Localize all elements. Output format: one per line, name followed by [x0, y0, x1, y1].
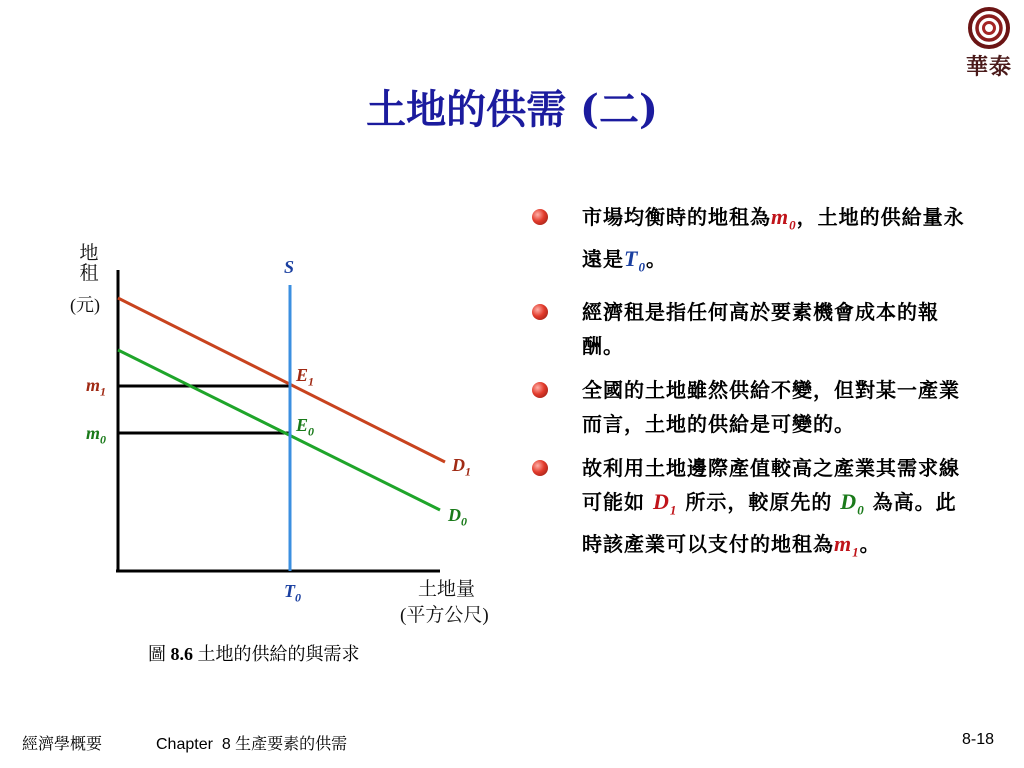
figure-caption [148, 640, 360, 666]
m1-sub: 1 [100, 384, 107, 399]
bullet-dot-icon [532, 209, 548, 225]
y-axis-label-line-2: 租 [79, 263, 99, 284]
bullet-item-1 [530, 200, 970, 285]
e0-sub: 0 [308, 424, 315, 439]
bullet-dot-icon [532, 304, 548, 320]
bullet-1-var-m0: $m_0$ [771, 204, 797, 233]
bullet-4-part-3: 為高。此時該產業可以支付的地租為 [582, 489, 957, 557]
e1-letter: E [296, 365, 309, 385]
m0-letter: m [86, 423, 101, 443]
bullet-1-var-t0: $T_0$ [624, 246, 646, 275]
bullet-4-var-d0: $D_0$ [840, 488, 865, 518]
y-axis-label-line-1: 地 [79, 243, 99, 264]
demand-curve-d1 [118, 298, 445, 462]
bullet-4-part-2: 所示，較原先的 [677, 489, 841, 514]
t0-letter: T [284, 581, 295, 601]
bullet-1-part-1: 市場均衡時的地租為 [582, 205, 771, 229]
t0-sub: 0 [295, 590, 301, 605]
footer-book-title: 經濟學概要 [22, 736, 103, 753]
e1-sub: 1 [308, 374, 315, 389]
footer-chapter-title: 生產要素的供需 [235, 736, 348, 753]
m1-label [86, 376, 106, 398]
footer-chapter-number: 8 [221, 736, 231, 753]
bullet-item-4 [530, 451, 970, 570]
caption-prefix: 圖 [148, 644, 166, 664]
supply-label: S [284, 257, 295, 277]
y-axis-unit: (元) [70, 295, 100, 315]
d0-label [448, 506, 467, 528]
m0-sub: 0 [100, 432, 107, 447]
e0-letter: E [296, 415, 309, 435]
land-supply-demand-graph [0, 230, 520, 670]
d1-label [452, 456, 471, 478]
d1-letter: D [452, 455, 465, 475]
logo-rings-icon [960, 6, 1018, 52]
bullet-item-2 [530, 295, 970, 363]
footer-chapter-word: Chapter [156, 736, 213, 753]
t0-label [284, 582, 301, 604]
bullet-1-part-2: ，土地的供給量永遠是 [582, 205, 965, 272]
y-axis-label [78, 244, 100, 284]
bullet-4-part-4: 。 [859, 532, 881, 557]
caption-text: 土地的供給的與需求 [197, 644, 360, 664]
bullet-4-part-1: 故利用土地邊際產值較高之產業其需求線可能如 [582, 455, 960, 514]
bullet-4-var-d1: $D_1$ [652, 488, 678, 518]
logo-text: 華泰 [965, 55, 1012, 80]
bullet-2-text: 經濟租是指任何高於要素機會成本的報酬。 [582, 299, 939, 358]
bullet-3-text: 全國的土地雖然供給不變，但對某一產業而言，土地的供給是可變的。 [582, 377, 960, 436]
d0-sub: 0 [461, 514, 467, 529]
bullet-4-var-m1: $m_1$ [834, 531, 860, 560]
x-axis-label: 土地量 [418, 579, 476, 600]
footer-page-number: 8-18 [962, 731, 995, 748]
m0-label [86, 424, 106, 446]
demand-curve-d0 [118, 350, 440, 510]
caption-number: 8.6 [170, 644, 193, 664]
bullet-list [530, 200, 970, 580]
x-axis-unit: (平方公尺) [400, 605, 489, 626]
bullet-1-part-3: 。 [645, 247, 667, 272]
d0-letter: D [448, 505, 461, 525]
publisher-logo [960, 6, 1018, 84]
bullet-dot-icon [532, 460, 548, 476]
e0-label [296, 416, 314, 438]
e1-label [296, 366, 314, 388]
m1-letter: m [86, 375, 101, 395]
bullet-item-3 [530, 373, 970, 441]
d1-sub: 1 [465, 464, 471, 479]
bullet-dot-icon [532, 382, 548, 398]
slide-title: 土地的供需 (二) [366, 86, 658, 133]
footer-chapter [156, 731, 347, 754]
